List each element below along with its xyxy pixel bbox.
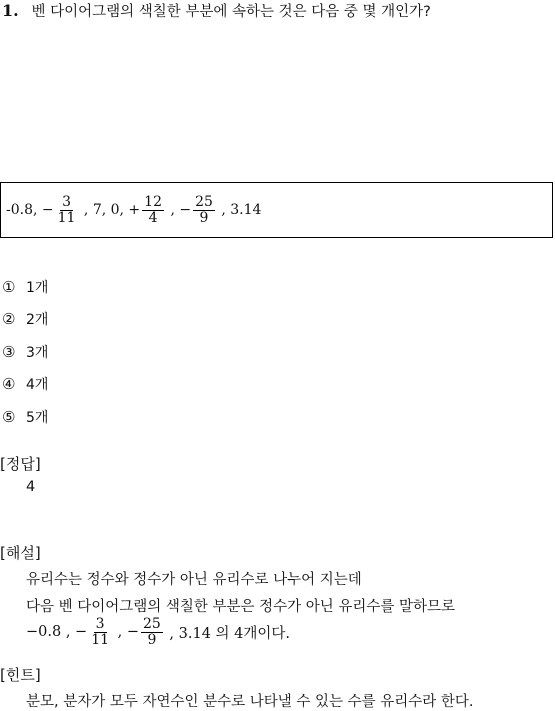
numbox-text: , − [166, 202, 192, 218]
option-3-mark: ③ [2, 343, 16, 361]
question-header [2, 0, 431, 21]
explanation-math-text: , 3.14 의 4개이다. [164, 625, 291, 642]
explanation-math-numerator: 3 [95, 615, 105, 632]
option-3[interactable] [2, 342, 48, 362]
explanation-math-denominator: 11 [91, 631, 110, 648]
option-4-label: 4개 [26, 377, 49, 393]
numbox-denominator: 9 [199, 209, 209, 226]
option-1-label: 1개 [26, 280, 49, 296]
hint-heading: [힌트] [0, 666, 41, 684]
numbox-fraction [56, 195, 78, 225]
numbox-numerator: 12 [144, 193, 162, 210]
explanation-math-fraction [141, 617, 163, 647]
number-box [0, 182, 553, 238]
numbox-denominator: 4 [148, 209, 158, 226]
numbox-denominator: 11 [57, 209, 76, 226]
explanation-heading: [해설] [0, 544, 41, 562]
question-number: 1. [2, 1, 19, 20]
explanation-math-fraction [89, 617, 111, 647]
option-5-label: 5개 [26, 410, 49, 426]
answer-heading: [정답] [0, 455, 41, 473]
option-5-mark: ⑤ [2, 408, 16, 426]
numbox-text: , 7, 0, + [79, 202, 141, 218]
explanation-math [26, 612, 290, 652]
numbox-text: -0.8, − [6, 202, 54, 218]
hint-text: 분모, 분자가 모두 자연수인 분수로 나타낼 수 있는 수를 유리수라 한다. [26, 694, 474, 710]
option-2-label: 2개 [26, 312, 49, 328]
explanation-line-2: 다음 벤 다이어그램의 색칠한 부분은 정수가 아닌 유리수를 말하므로 [26, 599, 456, 615]
option-2[interactable] [2, 309, 48, 329]
question-text: 벤 다이어그램의 색칠한 부분에 속하는 것은 다음 중 몇 개인가? [31, 4, 431, 20]
explanation-math-text: , − [113, 624, 139, 640]
numbox-numerator: 3 [62, 193, 72, 210]
option-2-mark: ② [2, 310, 16, 328]
option-3-label: 3개 [26, 345, 49, 361]
option-1[interactable] [2, 277, 48, 297]
explanation-math-denominator: 9 [147, 631, 157, 648]
explanation-math-numerator: 25 [143, 615, 161, 632]
option-4-mark: ④ [2, 375, 16, 393]
numbox-fraction [193, 195, 215, 225]
numbox-text: , 3.14 [216, 202, 262, 218]
explanation-line-1: 유리수는 정수와 정수가 아닌 유리수로 나누어 지는데 [26, 572, 362, 588]
explanation-math-text: −0.8 , − [26, 624, 88, 640]
option-1-mark: ① [2, 278, 16, 296]
numbox-numerator: 25 [195, 193, 213, 210]
numbox-fraction [142, 195, 164, 225]
answer-value: 4 [26, 479, 36, 495]
option-5[interactable] [2, 407, 48, 427]
option-4[interactable] [2, 374, 48, 394]
